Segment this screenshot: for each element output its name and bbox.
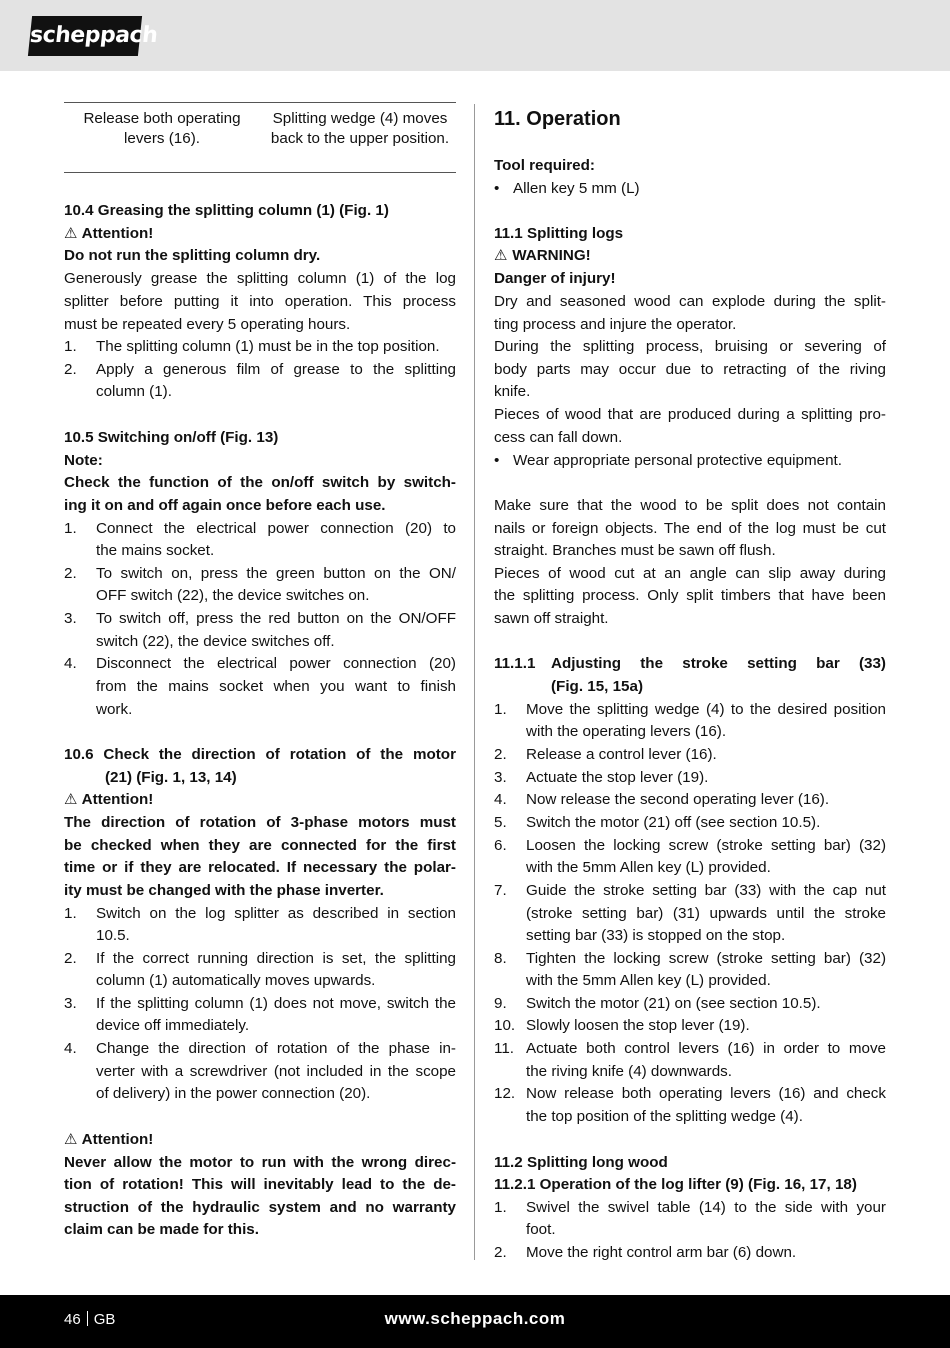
paragraph-line: Generously grease the splitting column (1) of the log [64, 270, 456, 287]
table-cell-action: Release both operating levers (16). [83, 110, 241, 147]
paragraph-line: Pieces of wood that are produced during a splitting pro- [494, 406, 886, 423]
list-item: 3. To switch off, press the red button on the ON/OFF [64, 610, 456, 627]
header-bar [0, 0, 950, 71]
page-number: 46 GB [64, 1311, 116, 1328]
section-11-1-title: 11.1 Splitting logs [494, 225, 624, 242]
warning-text: The direction of rotation of 3-phase motors must [64, 814, 456, 831]
list-item-cont: OFF switch (22), the device switches on. [96, 587, 370, 604]
section-11-2-title: 11.2 Splitting long wood [494, 1154, 668, 1171]
list-item-cont: work. [96, 701, 133, 718]
paragraph-line: knife. [494, 383, 531, 400]
paragraph-line: must be repeated every 5 operating hours. [64, 316, 351, 333]
warning-icon: ⚠ [494, 247, 508, 264]
list-item: 1. The splitting column (1) must be in the top position. [64, 338, 440, 355]
list-item-cont: with the 5mm Allen key (L) provided. [526, 859, 771, 876]
paragraph-line: nails or foreign objects. The end of the log must be cut [494, 520, 886, 537]
list-item: 2. Apply a generous film of grease to the splitting [64, 361, 456, 378]
note-label: Note: [64, 452, 103, 469]
section-11-2-1-title: 11.2.1 Operation of the log lifter (9) (Fig. 16, 17, 18) [494, 1176, 857, 1193]
list-item-cont: with the 5mm Allen key (L) provided. [526, 972, 771, 989]
list-item: 3. Actuate the stop lever (19). [494, 769, 709, 786]
list-item: 11. Actuate both control levers (16) in order to move [494, 1040, 886, 1057]
attention-label: ⚠ Attention! [64, 1129, 153, 1151]
warning-text: claim can be made for this. [64, 1221, 259, 1238]
list-item-cont: switch (22), the device switches off. [96, 633, 335, 650]
paragraph-line: body parts may occur due to retracting of the riving [494, 361, 886, 378]
list-item: 1. Connect the electrical power connection (20) to [64, 520, 456, 537]
table-cell-result: Splitting wedge (4) moves back to the upper position. [270, 110, 450, 147]
list-item-cont: of delivery) in the power connection (20). [96, 1085, 371, 1102]
list-item: 1. Move the splitting wedge (4) to the desired position [494, 701, 886, 718]
list-item: 2. Release a control lever (16). [494, 746, 717, 763]
list-item: 3. If the splitting column (1) does not move, switch the [64, 995, 456, 1012]
section-10-6-title: 10.6 Check the direction of rotation of the motor [64, 746, 456, 763]
list-item-cont: verter with a screwdriver (not included in the scope [96, 1063, 456, 1080]
danger-text: Danger of injury! [494, 270, 616, 287]
footer-bar [0, 1295, 950, 1348]
list-item: 9. Switch the motor (21) on (see section 10.5). [494, 995, 821, 1012]
section-11-1-1-title: Adjusting the stroke setting bar (33) [551, 655, 886, 672]
warning-icon: ⚠ [64, 791, 78, 808]
list-item: 1. Switch on the log splitter as described in section [64, 905, 456, 922]
attention-label: ⚠ Attention! [64, 223, 153, 245]
tool-required-label: Tool required: [494, 157, 595, 174]
warning-text: Do not run the splitting column dry. [64, 247, 321, 264]
list-item: 4. Now release the second operating lever (16). [494, 791, 830, 808]
section-11-1-1-number: 11.1.1 [494, 655, 536, 672]
warning-icon: ⚠ [64, 1131, 78, 1148]
list-item: 10. Slowly loosen the stop lever (19). [494, 1017, 750, 1034]
section-10-4-title: 10.4 Greasing the splitting column (1) (Fig. 1) [64, 202, 389, 219]
section-11-1-1-title-cont: (Fig. 15, 15a) [551, 678, 644, 695]
paragraph-line: splitter before putting it into operation. This process [64, 293, 456, 310]
note-text: ing it on and off again once before each use. [64, 497, 386, 514]
paragraph-line: During the splitting process, bruising or severing of [494, 338, 886, 355]
website-link[interactable]: www.scheppach.com [384, 1309, 566, 1328]
paragraph-line: the splitting process. Only split timbers that have been [494, 587, 886, 604]
paragraph-line: ting process and injure the operator. [494, 316, 737, 333]
warning-text: be checked when they are connected for the first [64, 837, 456, 854]
list-item: 6. Loosen the locking screw (stroke setting bar) (32) [494, 837, 886, 854]
warning-text: ity must be changed with the phase inverter. [64, 882, 384, 899]
list-item: 4. Disconnect the electrical power connection (20) [64, 655, 456, 672]
list-item: 1. Swivel the swivel table (14) to the side with your [494, 1199, 886, 1216]
list-item: 7. Guide the stroke setting bar (33) with the cap nut [494, 882, 886, 899]
warning-text: time or if they are relocated. If necessary the polar- [64, 859, 456, 876]
list-item-cont: the top position of the splitting wedge (4). [526, 1108, 803, 1125]
scheppach-logo: scheppach [28, 16, 142, 56]
list-item-cont: foot. [526, 1221, 556, 1238]
warning-text: tion of rotation! This will inevitably lead to the de- [64, 1176, 456, 1193]
list-item-cont: the riving knife (4) downwards. [526, 1063, 732, 1080]
result-table [64, 102, 456, 173]
list-item: 5. Switch the motor (21) off (see section 10.5). [494, 814, 821, 831]
list-item: 12. Now release both operating levers (16) and check [494, 1085, 886, 1102]
list-item-cont: the mains socket. [96, 542, 215, 559]
list-item: 2. Move the right control arm bar (6) down. [494, 1244, 797, 1261]
list-item-cont: with the operating levers (16). [526, 723, 727, 740]
list-item-cont: device off immediately. [96, 1017, 250, 1034]
note-text: Check the function of the on/off switch by switch- [64, 474, 456, 491]
section-10-5-title: 10.5 Switching on/off (Fig. 13) [64, 429, 279, 446]
paragraph-line: straight. Branches must be sawn off flush. [494, 542, 776, 559]
list-item: 2. If the correct running direction is set, the splitting [64, 950, 456, 967]
list-item: 4. Change the direction of rotation of the phase in- [64, 1040, 456, 1057]
warning-icon: ⚠ [64, 225, 78, 242]
list-item-cont: column (1). [96, 383, 172, 400]
section-11-heading: 11. Operation [494, 108, 621, 130]
list-item-cont: setting bar (33) is stopped on the stop. [526, 927, 786, 944]
attention-label: ⚠ Attention! [64, 789, 153, 811]
paragraph-line: cess can fall down. [494, 429, 623, 446]
warning-text: struction of the hydraulic system and no warranty [64, 1199, 456, 1216]
list-item-cont: 10.5. [96, 927, 130, 944]
warning-text: Never allow the motor to run with the wrong direc- [64, 1154, 456, 1171]
bullet-item: • Wear appropriate personal protective equipment. [494, 452, 842, 469]
paragraph-line: Make sure that the wood to be split does not contain [494, 497, 886, 514]
section-10-6-title-cont: (21) (Fig. 1, 13, 14) [105, 769, 237, 786]
list-item: 8. Tighten the locking screw (stroke setting bar) (32) [494, 950, 886, 967]
list-item-cont: (stroke setting bar) (31) upwards until the stroke [526, 905, 886, 922]
paragraph-line: Dry and seasoned wood can explode during the split- [494, 293, 886, 310]
column-divider [474, 104, 475, 1260]
list-item-cont: from the mains socket when you want to finish [96, 678, 456, 695]
list-item: 2. To switch on, press the green button on the ON/ [64, 565, 456, 582]
list-item-cont: column (1) automatically moves upwards. [96, 972, 376, 989]
paragraph-line: sawn off straight. [494, 610, 609, 627]
bullet-item: • Allen key 5 mm (L) [494, 180, 640, 197]
paragraph-line: Pieces of wood cut at an angle can slip away during [494, 565, 886, 582]
warning-label: ⚠ WARNING! [494, 245, 591, 267]
